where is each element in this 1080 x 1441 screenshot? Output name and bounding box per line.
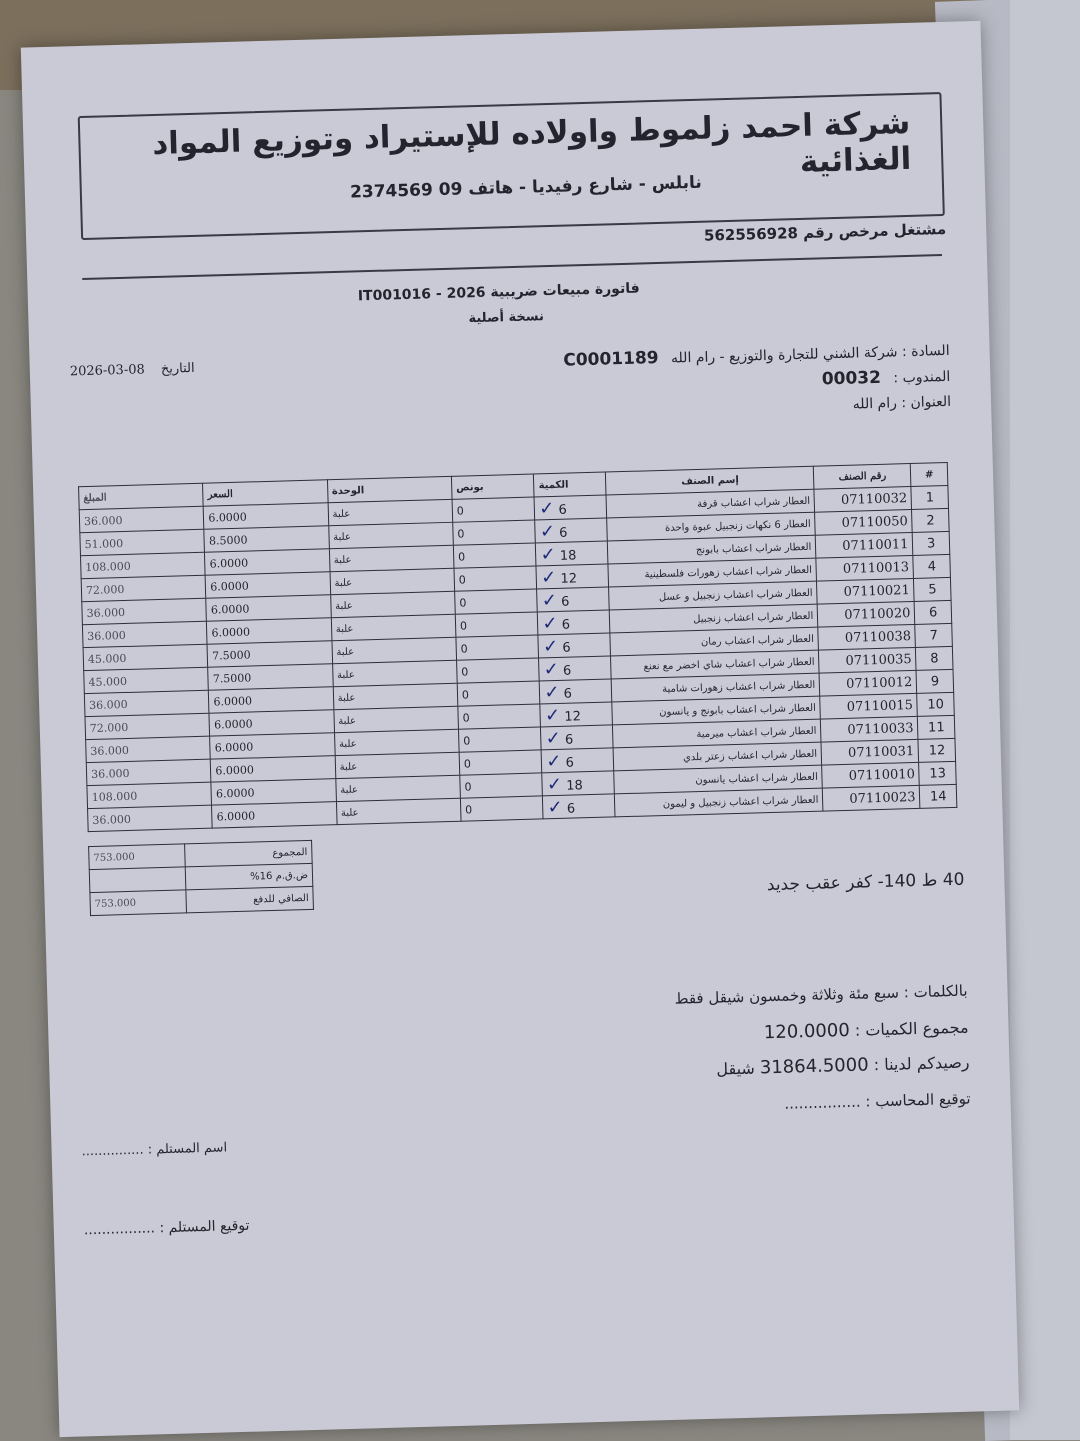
row-number bbox=[913, 531, 950, 555]
item-price bbox=[205, 572, 330, 598]
item-name-text: العطار شراب اعشاب زهورات شامية bbox=[661, 679, 816, 695]
item-quantity bbox=[534, 495, 607, 520]
company-header-box bbox=[78, 92, 945, 240]
item-quantity-text: 12 bbox=[564, 708, 582, 725]
item-code-text: 07110023 bbox=[849, 789, 916, 807]
item-code bbox=[817, 601, 915, 627]
items-body bbox=[79, 485, 957, 831]
totals-table bbox=[88, 840, 314, 916]
item-price-text: 8.5000 bbox=[208, 533, 248, 548]
item-unit-text: علبة bbox=[334, 600, 353, 612]
item-bonus-text: 0 bbox=[461, 687, 470, 702]
customer-address: رام الله bbox=[852, 395, 898, 413]
item-price-text: 6.0000 bbox=[210, 579, 249, 594]
item-bonus-text: 0 bbox=[459, 595, 467, 610]
row-number bbox=[915, 600, 952, 624]
item-quantity bbox=[537, 587, 610, 612]
item-bonus bbox=[452, 497, 535, 522]
invoice-date-label: التاريخ bbox=[160, 360, 195, 377]
customer-address-row bbox=[853, 394, 952, 413]
item-total-text: 51.000 bbox=[84, 536, 124, 551]
item-bonus bbox=[456, 635, 539, 660]
row-number-text: 11 bbox=[927, 719, 945, 736]
item-quantity bbox=[540, 702, 613, 727]
invoice-date-block bbox=[70, 361, 195, 379]
row-number bbox=[917, 692, 954, 716]
item-quantity-text: 6 bbox=[564, 732, 574, 748]
item-bonus-text: 0 bbox=[463, 733, 471, 748]
col-header-name: إسم الصنف bbox=[606, 466, 814, 495]
customer-code: C0001189 bbox=[563, 347, 659, 371]
item-total bbox=[87, 782, 212, 808]
item-code bbox=[818, 624, 916, 650]
item-name-text: العطار شراب اعشاب زنجبيل و ليمون bbox=[662, 794, 819, 810]
item-unit bbox=[331, 614, 456, 640]
item-name-text: العطار شراب اعشاب زهورات فلسطينية bbox=[644, 564, 813, 580]
handwritten-check-icon: ✓ bbox=[542, 635, 559, 657]
item-quantity-text: 6 bbox=[563, 686, 573, 702]
col-header-price: السعر bbox=[203, 480, 328, 506]
item-code bbox=[819, 647, 917, 673]
item-total-text: 72.000 bbox=[85, 582, 125, 597]
item-code bbox=[816, 532, 914, 558]
row-number-text: 2 bbox=[926, 512, 935, 529]
item-bonus-text: 0 bbox=[460, 641, 468, 656]
item-price-text: 6.0000 bbox=[213, 716, 253, 732]
item-unit bbox=[335, 752, 460, 778]
row-number-text: 10 bbox=[927, 696, 945, 713]
accountant-signature-line: ................ bbox=[784, 1092, 861, 1113]
item-bonus-text: 0 bbox=[457, 526, 465, 541]
col-header-qty: الكمية bbox=[534, 472, 607, 497]
license-number: مشتغل مرخص رقم 562556928 bbox=[703, 219, 947, 245]
item-unit bbox=[328, 522, 453, 548]
item-name-text: العطار شراب اعشاب زنجبيل bbox=[693, 610, 814, 625]
handwritten-check-icon: ✓ bbox=[540, 566, 557, 588]
row-number-text: 13 bbox=[929, 765, 947, 782]
item-unit-text: علبة bbox=[339, 761, 358, 773]
item-code-text: 07110032 bbox=[840, 490, 908, 508]
item-quantity-text: 6 bbox=[566, 800, 576, 817]
customer-name-row bbox=[563, 340, 950, 371]
row-number-text: 5 bbox=[928, 581, 937, 598]
item-code bbox=[816, 555, 914, 581]
handwritten-check-icon: ✓ bbox=[540, 543, 556, 565]
item-unit-text: علبة bbox=[338, 738, 357, 750]
item-code bbox=[819, 670, 917, 696]
item-unit bbox=[333, 683, 458, 709]
item-total-text: 45.000 bbox=[87, 651, 127, 666]
item-bonus bbox=[453, 520, 536, 545]
item-unit bbox=[334, 729, 459, 755]
item-unit-text: علبة bbox=[334, 577, 353, 589]
item-price-text: 6.0000 bbox=[216, 808, 256, 824]
row-number bbox=[918, 715, 955, 739]
item-total bbox=[79, 506, 204, 532]
item-price-text: 6.0000 bbox=[209, 556, 249, 571]
item-bonus bbox=[456, 658, 539, 683]
row-number-text: 3 bbox=[926, 535, 936, 552]
item-price-text: 6.0000 bbox=[208, 510, 248, 525]
item-total-text: 36.000 bbox=[83, 513, 123, 528]
item-code-text: 07110050 bbox=[841, 513, 909, 531]
row-number bbox=[915, 623, 952, 647]
item-name-text: العطار شراب اعشاب ميرمية bbox=[696, 725, 817, 740]
item-bonus bbox=[455, 589, 538, 614]
subtotal-value: 753.000 bbox=[89, 844, 185, 870]
item-unit-text: علبة bbox=[335, 623, 354, 635]
row-number-text: 7 bbox=[929, 627, 939, 644]
item-quantity bbox=[535, 518, 608, 543]
item-price-text: 6.0000 bbox=[213, 693, 253, 709]
item-name-text: العطار شراب اعشاب يانسون bbox=[695, 771, 818, 786]
total-quantity-label: مجموع الكميات : bbox=[854, 1017, 969, 1040]
item-bonus bbox=[457, 681, 540, 706]
item-code bbox=[821, 739, 919, 765]
item-total-text: 36.000 bbox=[87, 628, 126, 643]
item-name-text: العطار شراب اعشاب بابونج و يانسون bbox=[659, 702, 817, 718]
company-name: شركة احمد زلموط واولاده للإستيراد وتوزيع المواد الغذائية bbox=[151, 104, 912, 180]
item-bonus bbox=[454, 566, 537, 591]
item-bonus bbox=[453, 543, 536, 568]
item-bonus-text: 0 bbox=[463, 756, 472, 771]
item-bonus bbox=[455, 612, 538, 637]
item-price bbox=[212, 802, 337, 828]
receiver-name-line: ............... bbox=[81, 1142, 144, 1160]
item-quantity-text: 18 bbox=[559, 547, 577, 564]
item-price bbox=[210, 733, 335, 759]
row-number-text: 14 bbox=[929, 788, 947, 805]
receiver-signature-row bbox=[84, 1218, 250, 1239]
row-number-text: 9 bbox=[930, 673, 940, 690]
row-number bbox=[916, 669, 953, 693]
item-code bbox=[815, 509, 913, 535]
tax-label: ض.ق.م 16% bbox=[185, 863, 313, 890]
item-name bbox=[615, 788, 823, 817]
item-price-text: 6.0000 bbox=[215, 762, 255, 778]
items-table bbox=[78, 462, 957, 832]
item-total-text: 108.000 bbox=[91, 789, 138, 804]
item-unit-text: علبة bbox=[337, 692, 356, 704]
item-quantity bbox=[539, 656, 612, 681]
item-unit-text: علبة bbox=[340, 784, 359, 796]
item-quantity bbox=[542, 771, 615, 796]
item-quantity-text: 6 bbox=[561, 617, 571, 633]
item-unit-text: علبة bbox=[336, 646, 355, 658]
total-quantity: 120.0000 bbox=[763, 1019, 851, 1044]
item-code bbox=[821, 716, 919, 742]
item-code-text: 07110013 bbox=[842, 559, 910, 577]
item-price bbox=[209, 687, 334, 713]
balance-value: 31864.5000 bbox=[759, 1054, 869, 1079]
balance-label: رصيدكم لدينا : bbox=[873, 1052, 970, 1075]
item-name-text: العطار شراب اعشاب قرفة bbox=[697, 495, 811, 510]
handwritten-check-icon: ✓ bbox=[546, 750, 562, 772]
item-price-text: 6.0000 bbox=[215, 785, 255, 801]
col-header-bonus: بونص bbox=[451, 474, 534, 499]
col-header-total: المبلغ bbox=[79, 483, 204, 509]
item-quantity-text: 18 bbox=[566, 777, 584, 794]
item-total-text: 36.000 bbox=[90, 766, 130, 781]
item-quantity bbox=[542, 748, 615, 773]
item-price-text: 6.0000 bbox=[214, 739, 254, 755]
handwritten-check-icon: ✓ bbox=[542, 612, 558, 634]
invoice-type: فاتورة مبيعات ضريبية 2026 - IT001016 bbox=[357, 280, 640, 305]
item-quantity-text: 6 bbox=[562, 640, 571, 656]
item-total bbox=[80, 552, 205, 578]
handwritten-check-icon: ✓ bbox=[539, 520, 556, 542]
receiver-signature-label: توقيع المستلم : bbox=[159, 1217, 250, 1237]
item-quantity-text: 12 bbox=[560, 570, 578, 587]
item-quantity bbox=[540, 679, 613, 704]
net-value: 753.000 bbox=[90, 890, 186, 916]
handwritten-check-icon: ✓ bbox=[541, 589, 558, 611]
item-unit-text: علبة bbox=[338, 715, 357, 727]
net-row bbox=[90, 886, 314, 915]
row-number bbox=[914, 577, 951, 601]
item-total bbox=[88, 805, 213, 831]
receiver-signature-line: ................ bbox=[83, 1220, 156, 1239]
item-name-text: العطار شراب اعشاب بابونج bbox=[695, 541, 812, 556]
item-name-text: العطار 6 نكهات زنجبيل عبوة واحدة bbox=[664, 518, 811, 534]
net-label: الصافي للدفع bbox=[186, 886, 314, 913]
item-name-text: العطار شراب اعشاب رمان bbox=[700, 633, 815, 648]
item-quantity-text: 6 bbox=[558, 502, 568, 518]
item-quantity bbox=[543, 794, 616, 819]
subtotal-label: المجموع bbox=[184, 840, 312, 867]
col-header-no: # bbox=[911, 462, 948, 486]
item-quantity bbox=[536, 541, 609, 566]
item-unit-text: علبة bbox=[332, 508, 351, 520]
invoice-copy-label: نسخة أصلية bbox=[468, 309, 545, 327]
item-code-text: 07110021 bbox=[843, 582, 910, 600]
tax-value bbox=[89, 867, 185, 893]
item-unit-text: علبة bbox=[333, 531, 352, 543]
item-bonus-text: 0 bbox=[459, 618, 468, 633]
item-total-text: 72.000 bbox=[89, 720, 129, 735]
item-price-text: 6.0000 bbox=[211, 625, 251, 640]
item-total-text: 36.000 bbox=[86, 605, 126, 620]
row-number-text: 8 bbox=[930, 650, 939, 667]
item-total-text: 36.000 bbox=[90, 743, 130, 758]
invoice-date: 2026-03-08 bbox=[69, 362, 145, 380]
row-number bbox=[911, 485, 948, 509]
item-bonus-text: 0 bbox=[456, 503, 464, 518]
handwritten-check-icon: ✓ bbox=[546, 773, 563, 795]
balance-currency: شيقل bbox=[716, 1058, 756, 1079]
item-code bbox=[823, 785, 921, 811]
item-total-text: 36.000 bbox=[92, 812, 132, 827]
item-total-text: 108.000 bbox=[85, 559, 131, 574]
col-header-unit: الوحدة bbox=[327, 476, 452, 502]
item-total bbox=[82, 621, 207, 647]
row-number-text: 12 bbox=[928, 742, 946, 759]
handwritten-note: 40 ط 140- كفر عقب جديد bbox=[766, 869, 965, 896]
item-code-text: 07110015 bbox=[846, 697, 914, 715]
item-unit-text: علبة bbox=[340, 807, 359, 819]
item-total bbox=[81, 575, 206, 601]
item-price bbox=[211, 779, 336, 805]
row-number bbox=[916, 646, 953, 670]
item-quantity bbox=[536, 564, 609, 589]
item-name-text: العطار شراب اعشاب زعتر بلدي bbox=[682, 748, 818, 763]
item-bonus bbox=[458, 727, 541, 752]
item-name-text: العطار شراب اعشاب زنجبيل و عسل bbox=[658, 587, 813, 603]
col-header-code: رقم الصنف bbox=[814, 463, 912, 489]
accountant-signature-label: توقيع المحاسب : bbox=[865, 1089, 971, 1111]
item-code-text: 07110035 bbox=[845, 651, 912, 669]
amount-in-words: سبع مئة وثلاثة وخمسون شيقل فقط bbox=[674, 983, 900, 1008]
invoice-paper bbox=[21, 21, 1019, 1437]
item-code bbox=[814, 486, 912, 512]
item-code bbox=[817, 578, 915, 604]
row-number bbox=[913, 554, 950, 578]
sales-rep: 00032 bbox=[821, 367, 882, 390]
item-quantity-text: 6 bbox=[565, 755, 575, 771]
item-code-text: 07110031 bbox=[847, 743, 915, 761]
item-total-text: 45.000 bbox=[88, 674, 128, 689]
row-number bbox=[912, 508, 949, 532]
accountant-signature-row bbox=[784, 1090, 971, 1113]
header-divider bbox=[82, 254, 942, 280]
customer-address-label: العنوان : bbox=[901, 393, 952, 412]
item-bonus bbox=[460, 773, 543, 798]
customer-name: شركة الشني للتجارة والتوزيع - رام الله bbox=[670, 344, 898, 367]
amount-in-words-label: بالكلمات : bbox=[903, 981, 968, 1002]
item-total-text: 36.000 bbox=[88, 697, 128, 712]
handwritten-check-icon: ✓ bbox=[543, 658, 560, 680]
item-bonus bbox=[459, 750, 542, 775]
item-price-text: 7.5000 bbox=[212, 670, 252, 686]
handwritten-check-icon: ✓ bbox=[544, 704, 561, 726]
customer-name-label: السادة : bbox=[901, 342, 950, 361]
company-address: نابلس - شارع رفيديا - هاتف 09 2374569 bbox=[349, 172, 703, 203]
item-price bbox=[207, 641, 332, 667]
item-code-text: 07110011 bbox=[842, 536, 909, 554]
handwritten-check-icon: ✓ bbox=[547, 796, 563, 818]
item-unit bbox=[335, 775, 460, 801]
item-unit-text: علبة bbox=[333, 554, 352, 566]
item-quantity bbox=[538, 610, 611, 635]
item-bonus-text: 0 bbox=[462, 710, 470, 725]
receiver-name-row bbox=[81, 1140, 227, 1159]
item-unit bbox=[332, 637, 457, 663]
row-number-text: 6 bbox=[928, 604, 938, 621]
item-bonus-text: 0 bbox=[464, 779, 472, 794]
row-number-text: 1 bbox=[925, 489, 935, 506]
row-number bbox=[919, 761, 956, 785]
item-price bbox=[204, 503, 329, 529]
item-code-text: 07110010 bbox=[848, 766, 916, 784]
item-unit bbox=[336, 798, 461, 824]
item-price-text: 7.5000 bbox=[212, 647, 251, 663]
item-total bbox=[86, 736, 211, 762]
item-bonus bbox=[460, 796, 543, 821]
item-code-text: 07110033 bbox=[847, 720, 914, 738]
row-number bbox=[920, 784, 957, 808]
sales-rep-row bbox=[822, 366, 951, 390]
item-quantity bbox=[538, 633, 611, 658]
item-code-text: 07110038 bbox=[844, 628, 912, 646]
item-quantity bbox=[541, 725, 614, 750]
item-unit-text: علبة bbox=[336, 669, 355, 681]
total-quantity-row bbox=[764, 1017, 969, 1044]
handwritten-check-icon: ✓ bbox=[544, 681, 560, 703]
item-bonus bbox=[458, 704, 541, 729]
item-code-text: 07110020 bbox=[844, 605, 911, 623]
item-unit bbox=[330, 568, 455, 594]
receiver-name-label: اسم المستلم : bbox=[147, 1140, 228, 1158]
item-code-text: 07110012 bbox=[845, 674, 913, 692]
item-bonus-text: 0 bbox=[457, 549, 466, 564]
item-price bbox=[207, 618, 332, 644]
item-code bbox=[822, 762, 920, 788]
item-bonus-text: 0 bbox=[464, 802, 473, 817]
item-price bbox=[208, 664, 333, 690]
item-name-text: العطار شراب اعشاب شاي اخضر مع نعنع bbox=[643, 656, 815, 673]
item-total bbox=[84, 667, 209, 693]
row-number bbox=[918, 738, 955, 762]
item-price-text: 6.0000 bbox=[210, 602, 250, 617]
item-quantity-text: 6 bbox=[558, 525, 568, 541]
handwritten-check-icon: ✓ bbox=[545, 727, 562, 749]
sales-rep-label: المندوب : bbox=[893, 368, 951, 387]
handwritten-check-icon: ✓ bbox=[538, 497, 555, 519]
background-sheet-edge bbox=[1010, 0, 1080, 1440]
row-number-text: 4 bbox=[927, 558, 937, 575]
item-quantity-text: 6 bbox=[560, 594, 570, 610]
balance-row bbox=[716, 1052, 970, 1080]
item-code bbox=[820, 693, 918, 719]
amount-in-words-row bbox=[674, 982, 967, 1008]
item-bonus-text: 0 bbox=[458, 572, 466, 587]
item-price bbox=[204, 526, 329, 552]
item-quantity-text: 6 bbox=[562, 663, 572, 679]
item-bonus-text: 0 bbox=[461, 664, 469, 679]
